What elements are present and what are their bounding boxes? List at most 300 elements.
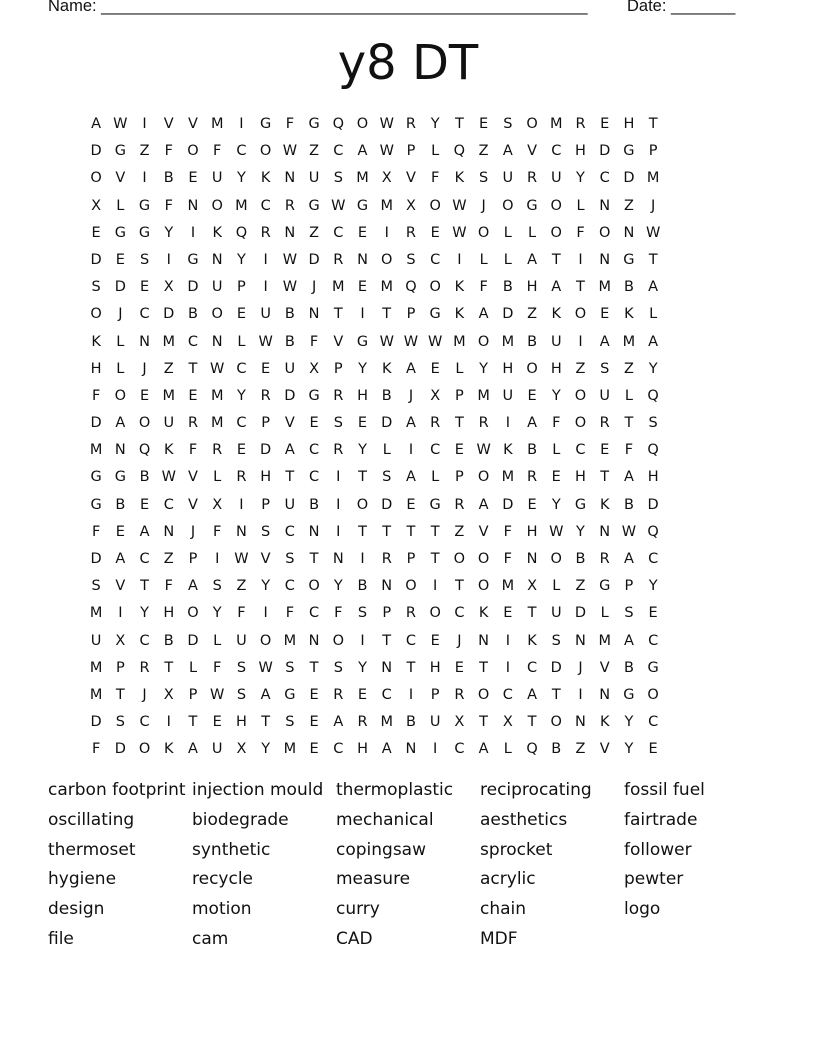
- grid-letter[interactable]: L: [649, 306, 658, 323]
- date-field-label[interactable]: Date: _______: [627, 0, 736, 15]
- grid-letter[interactable]: L: [503, 224, 512, 241]
- grid-letter[interactable]: T: [333, 306, 343, 323]
- grid-letter[interactable]: F: [164, 578, 173, 595]
- grid-letter[interactable]: N: [211, 251, 223, 268]
- grid-letter[interactable]: U: [429, 714, 441, 731]
- grid-letter[interactable]: G: [574, 496, 587, 513]
- grid-letter[interactable]: H: [429, 659, 441, 676]
- grid-letter[interactable]: D: [90, 714, 102, 731]
- grid-letter[interactable]: O: [477, 686, 490, 703]
- grid-letter[interactable]: B: [284, 333, 295, 350]
- grid-letter[interactable]: B: [163, 170, 174, 187]
- grid-letter[interactable]: N: [381, 578, 393, 595]
- grid-letter[interactable]: A: [139, 523, 150, 540]
- grid-letter[interactable]: I: [505, 632, 510, 649]
- grid-letter[interactable]: G: [284, 686, 296, 703]
- grid-letter[interactable]: E: [527, 387, 537, 404]
- grid-letter[interactable]: O: [429, 279, 441, 296]
- grid-letter[interactable]: K: [164, 442, 174, 459]
- grid-letter[interactable]: J: [408, 387, 414, 404]
- grid-letter[interactable]: N: [405, 741, 417, 758]
- grid-letter[interactable]: B: [623, 279, 634, 296]
- grid-letter[interactable]: M: [598, 632, 611, 649]
- grid-letter[interactable]: O: [550, 714, 562, 731]
- grid-letter[interactable]: L: [116, 333, 125, 350]
- grid-letter[interactable]: E: [261, 360, 271, 377]
- grid-letter[interactable]: N: [599, 686, 611, 703]
- grid-letter[interactable]: E: [236, 306, 246, 323]
- grid-letter[interactable]: D: [90, 551, 102, 567]
- grid-letter[interactable]: D: [90, 143, 102, 160]
- grid-letter[interactable]: S: [261, 523, 271, 540]
- grid-letter[interactable]: O: [526, 360, 538, 377]
- grid-letter[interactable]: N: [308, 632, 320, 649]
- grid-letter[interactable]: I: [263, 279, 268, 296]
- grid-letter[interactable]: Y: [261, 741, 271, 758]
- grid-letter[interactable]: N: [211, 333, 223, 350]
- grid-letter[interactable]: J: [651, 197, 656, 214]
- grid-letter[interactable]: L: [528, 224, 537, 241]
- grid-letter[interactable]: U: [550, 605, 562, 622]
- grid-letter[interactable]: A: [188, 578, 198, 595]
- grid-letter[interactable]: J: [457, 632, 462, 649]
- grid-letter[interactable]: V: [599, 659, 610, 676]
- grid-letter[interactable]: O: [598, 224, 611, 241]
- grid-letter[interactable]: R: [357, 714, 368, 731]
- grid-letter[interactable]: F: [91, 387, 101, 404]
- grid-letter[interactable]: T: [140, 578, 149, 595]
- grid-letter[interactable]: B: [309, 496, 320, 513]
- grid-letter[interactable]: R: [527, 469, 538, 486]
- grid-letter[interactable]: I: [578, 686, 583, 703]
- grid-letter[interactable]: M: [210, 116, 224, 132]
- grid-letter[interactable]: G: [647, 659, 659, 676]
- grid-letter[interactable]: S: [624, 605, 634, 622]
- grid-letter[interactable]: T: [358, 469, 367, 486]
- grid-letter[interactable]: F: [334, 605, 343, 622]
- grid-letter[interactable]: A: [405, 415, 416, 432]
- grid-letter[interactable]: A: [381, 741, 392, 758]
- grid-letter[interactable]: A: [648, 333, 659, 350]
- grid-letter[interactable]: R: [212, 442, 223, 459]
- grid-letter[interactable]: H: [526, 279, 538, 296]
- grid-letter[interactable]: Y: [576, 170, 585, 187]
- grid-letter[interactable]: C: [648, 551, 659, 567]
- grid-letter[interactable]: G: [599, 578, 611, 595]
- grid-letter[interactable]: A: [188, 741, 198, 758]
- grid-letter[interactable]: Z: [163, 360, 174, 377]
- grid-letter[interactable]: R: [575, 116, 586, 132]
- grid-letter[interactable]: I: [166, 714, 171, 731]
- grid-letter[interactable]: U: [211, 170, 223, 187]
- grid-letter[interactable]: S: [648, 415, 658, 432]
- grid-letter[interactable]: S: [285, 659, 295, 676]
- grid-letter[interactable]: R: [454, 686, 465, 703]
- grid-letter[interactable]: M: [646, 170, 660, 187]
- grid-letter[interactable]: N: [284, 224, 296, 241]
- grid-letter[interactable]: B: [623, 496, 634, 513]
- grid-letter[interactable]: I: [336, 469, 341, 486]
- grid-letter[interactable]: N: [187, 197, 199, 214]
- grid-letter[interactable]: G: [90, 496, 102, 513]
- grid-letter[interactable]: R: [333, 251, 344, 268]
- grid-letter[interactable]: K: [624, 306, 634, 323]
- grid-letter[interactable]: O: [647, 686, 659, 703]
- grid-letter[interactable]: C: [284, 523, 295, 540]
- grid-letter[interactable]: N: [599, 523, 611, 540]
- grid-letter[interactable]: E: [479, 116, 489, 132]
- grid-letter[interactable]: E: [139, 279, 150, 296]
- grid-letter[interactable]: O: [114, 387, 127, 404]
- grid-letter[interactable]: C: [187, 333, 199, 350]
- grid-letter[interactable]: G: [623, 143, 635, 160]
- grid-letter[interactable]: O: [574, 415, 587, 432]
- grid-letter[interactable]: Q: [647, 442, 659, 459]
- grid-letter[interactable]: I: [336, 523, 341, 540]
- grid-letter[interactable]: L: [503, 741, 512, 758]
- grid-letter[interactable]: P: [382, 605, 392, 622]
- grid-letter[interactable]: Z: [139, 143, 150, 160]
- grid-letter[interactable]: N: [139, 333, 150, 350]
- grid-letter[interactable]: X: [454, 714, 465, 731]
- grid-letter[interactable]: O: [138, 415, 151, 432]
- grid-letter[interactable]: P: [406, 306, 416, 323]
- grid-letter[interactable]: I: [384, 224, 389, 241]
- grid-letter[interactable]: M: [622, 333, 636, 350]
- grid-letter[interactable]: S: [479, 170, 489, 187]
- grid-letter[interactable]: Y: [624, 714, 634, 731]
- grid-letter[interactable]: A: [527, 251, 537, 268]
- grid-letter[interactable]: E: [406, 496, 416, 513]
- grid-letter[interactable]: H: [163, 605, 175, 622]
- grid-letter[interactable]: I: [190, 224, 196, 241]
- grid-letter[interactable]: U: [502, 170, 514, 187]
- grid-letter[interactable]: T: [382, 523, 392, 540]
- grid-letter[interactable]: O: [356, 116, 369, 132]
- grid-letter[interactable]: B: [551, 741, 562, 758]
- grid-letter[interactable]: D: [647, 496, 659, 513]
- grid-letter[interactable]: Y: [358, 442, 367, 459]
- grid-letter[interactable]: L: [431, 469, 440, 486]
- grid-letter[interactable]: G: [114, 469, 126, 486]
- grid-letter[interactable]: N: [623, 224, 635, 241]
- grid-letter[interactable]: C: [333, 741, 344, 758]
- grid-letter[interactable]: R: [260, 224, 271, 241]
- grid-letter[interactable]: G: [623, 251, 635, 268]
- grid-letter[interactable]: U: [284, 496, 296, 513]
- grid-letter[interactable]: G: [138, 224, 151, 241]
- grid-letter[interactable]: E: [503, 605, 513, 622]
- grid-letter[interactable]: D: [114, 741, 126, 758]
- grid-letter[interactable]: Z: [575, 741, 586, 758]
- grid-letter[interactable]: V: [188, 469, 198, 486]
- grid-letter[interactable]: K: [599, 496, 610, 513]
- grid-letter[interactable]: I: [433, 578, 438, 595]
- grid-letter[interactable]: W: [452, 224, 467, 241]
- grid-letter[interactable]: T: [406, 659, 416, 676]
- grid-letter[interactable]: Y: [648, 360, 658, 377]
- grid-letter[interactable]: Q: [647, 387, 659, 404]
- grid-letter[interactable]: V: [333, 333, 344, 350]
- grid-letter[interactable]: P: [406, 551, 416, 567]
- grid-letter[interactable]: W: [379, 143, 394, 160]
- grid-letter[interactable]: C: [139, 551, 150, 567]
- grid-letter[interactable]: X: [212, 496, 223, 513]
- grid-letter[interactable]: R: [260, 387, 271, 404]
- grid-letter[interactable]: M: [162, 333, 176, 350]
- grid-letter[interactable]: H: [575, 143, 586, 160]
- grid-letter[interactable]: E: [527, 496, 537, 513]
- grid-letter[interactable]: W: [258, 659, 273, 676]
- grid-letter[interactable]: I: [360, 551, 365, 567]
- grid-letter[interactable]: U: [550, 333, 562, 350]
- grid-letter[interactable]: M: [89, 686, 103, 703]
- grid-letter[interactable]: B: [575, 551, 586, 567]
- grid-letter[interactable]: Z: [575, 360, 586, 377]
- grid-letter[interactable]: E: [139, 387, 150, 404]
- grid-letter[interactable]: D: [502, 496, 514, 513]
- grid-letter[interactable]: M: [501, 333, 515, 350]
- grid-letter[interactable]: E: [454, 659, 464, 676]
- grid-letter[interactable]: D: [187, 632, 199, 649]
- grid-letter[interactable]: Y: [576, 523, 585, 540]
- grid-letter[interactable]: R: [405, 605, 416, 622]
- grid-letter[interactable]: F: [431, 170, 440, 187]
- grid-letter[interactable]: L: [552, 578, 561, 595]
- grid-letter[interactable]: T: [115, 686, 125, 703]
- grid-letter[interactable]: H: [502, 360, 514, 377]
- grid-letter[interactable]: I: [215, 551, 220, 567]
- grid-letter[interactable]: W: [161, 469, 176, 486]
- grid-letter[interactable]: R: [405, 116, 416, 132]
- grid-letter[interactable]: V: [284, 415, 295, 432]
- grid-letter[interactable]: C: [454, 605, 465, 622]
- grid-letter[interactable]: Z: [623, 197, 634, 214]
- grid-letter[interactable]: P: [115, 659, 125, 676]
- grid-letter[interactable]: Z: [236, 578, 247, 595]
- grid-letter[interactable]: G: [138, 197, 151, 214]
- grid-letter[interactable]: X: [381, 170, 392, 187]
- grid-letter[interactable]: U: [308, 170, 320, 187]
- grid-letter[interactable]: O: [187, 605, 199, 622]
- grid-letter[interactable]: E: [309, 686, 319, 703]
- grid-letter[interactable]: I: [433, 741, 438, 758]
- grid-letter[interactable]: A: [115, 551, 126, 567]
- grid-letter[interactable]: L: [431, 143, 440, 160]
- grid-letter[interactable]: E: [357, 279, 368, 296]
- grid-letter[interactable]: B: [284, 306, 295, 323]
- grid-letter[interactable]: V: [188, 116, 198, 132]
- grid-letter[interactable]: S: [382, 469, 392, 486]
- grid-letter[interactable]: M: [380, 714, 393, 731]
- grid-letter[interactable]: G: [623, 686, 635, 703]
- grid-letter[interactable]: M: [477, 387, 490, 404]
- grid-letter[interactable]: F: [237, 605, 246, 622]
- grid-letter[interactable]: T: [479, 714, 489, 731]
- grid-letter[interactable]: C: [236, 360, 247, 377]
- grid-letter[interactable]: E: [648, 741, 658, 758]
- grid-letter[interactable]: L: [237, 333, 246, 350]
- grid-letter[interactable]: J: [578, 659, 583, 676]
- grid-letter[interactable]: H: [90, 360, 102, 377]
- grid-letter[interactable]: G: [308, 387, 320, 404]
- grid-letter[interactable]: H: [357, 387, 368, 404]
- grid-letter[interactable]: E: [600, 442, 610, 459]
- grid-letter[interactable]: D: [550, 659, 562, 676]
- grid-letter[interactable]: S: [139, 251, 150, 268]
- grid-letter[interactable]: O: [574, 306, 587, 323]
- grid-letter[interactable]: J: [118, 306, 123, 323]
- grid-letter[interactable]: M: [380, 197, 393, 214]
- grid-letter[interactable]: O: [211, 197, 223, 214]
- grid-letter[interactable]: C: [139, 714, 150, 731]
- grid-letter[interactable]: G: [308, 116, 320, 132]
- grid-letter[interactable]: O: [429, 605, 441, 622]
- grid-letter[interactable]: E: [430, 632, 440, 649]
- grid-letter[interactable]: M: [332, 279, 345, 296]
- grid-letter[interactable]: C: [599, 170, 610, 187]
- grid-letter[interactable]: N: [308, 523, 320, 540]
- grid-letter[interactable]: J: [311, 279, 317, 296]
- grid-letter[interactable]: T: [309, 659, 319, 676]
- grid-letter[interactable]: L: [213, 632, 222, 649]
- grid-letter[interactable]: Y: [430, 116, 440, 132]
- grid-letter[interactable]: L: [382, 442, 391, 459]
- grid-letter[interactable]: Y: [551, 496, 561, 513]
- grid-letter[interactable]: F: [624, 442, 634, 459]
- grid-letter[interactable]: S: [236, 659, 247, 676]
- grid-letter[interactable]: Z: [478, 143, 489, 160]
- grid-letter[interactable]: R: [333, 387, 344, 404]
- grid-letter[interactable]: X: [309, 360, 320, 377]
- grid-letter[interactable]: E: [357, 415, 368, 432]
- grid-letter[interactable]: R: [333, 442, 344, 459]
- grid-letter[interactable]: A: [527, 415, 537, 432]
- grid-letter[interactable]: O: [477, 578, 490, 595]
- grid-letter[interactable]: M: [235, 197, 248, 214]
- grid-letter[interactable]: E: [551, 469, 561, 486]
- grid-letter[interactable]: C: [526, 659, 538, 676]
- grid-letter[interactable]: V: [115, 170, 126, 187]
- grid-letter[interactable]: Y: [212, 605, 222, 622]
- grid-letter[interactable]: C: [284, 578, 295, 595]
- grid-letter[interactable]: E: [357, 686, 368, 703]
- grid-letter[interactable]: A: [478, 496, 489, 513]
- grid-letter[interactable]: E: [91, 224, 101, 241]
- grid-letter[interactable]: M: [89, 659, 103, 676]
- grid-letter[interactable]: E: [454, 442, 464, 459]
- grid-letter[interactable]: H: [623, 116, 635, 132]
- grid-letter[interactable]: X: [91, 197, 102, 214]
- grid-letter[interactable]: B: [381, 387, 392, 404]
- grid-letter[interactable]: C: [430, 442, 441, 459]
- grid-letter[interactable]: N: [381, 659, 393, 676]
- grid-letter[interactable]: W: [258, 333, 273, 350]
- grid-letter[interactable]: T: [551, 686, 561, 703]
- grid-letter[interactable]: C: [551, 143, 562, 160]
- grid-letter[interactable]: L: [213, 469, 222, 486]
- grid-letter[interactable]: U: [599, 387, 611, 404]
- grid-letter[interactable]: G: [429, 496, 441, 513]
- grid-letter[interactable]: V: [478, 523, 489, 540]
- grid-letter[interactable]: I: [578, 251, 583, 268]
- grid-letter[interactable]: T: [261, 714, 271, 731]
- grid-letter[interactable]: R: [454, 496, 465, 513]
- grid-letter[interactable]: A: [623, 551, 634, 567]
- grid-letter[interactable]: P: [430, 686, 440, 703]
- grid-letter[interactable]: F: [285, 605, 295, 622]
- grid-letter[interactable]: A: [551, 279, 562, 296]
- grid-letter[interactable]: B: [115, 496, 126, 513]
- grid-letter[interactable]: O: [429, 197, 441, 214]
- grid-letter[interactable]: X: [527, 578, 538, 595]
- grid-letter[interactable]: L: [552, 442, 561, 459]
- grid-letter[interactable]: P: [406, 143, 416, 160]
- grid-letter[interactable]: O: [477, 224, 490, 241]
- grid-letter[interactable]: R: [599, 415, 610, 432]
- grid-letter[interactable]: O: [526, 116, 538, 132]
- grid-letter[interactable]: X: [236, 741, 247, 758]
- grid-letter[interactable]: A: [527, 686, 537, 703]
- grid-letter[interactable]: T: [382, 632, 392, 649]
- grid-letter[interactable]: T: [188, 714, 198, 731]
- grid-letter[interactable]: U: [211, 279, 223, 296]
- grid-letter[interactable]: F: [91, 523, 101, 540]
- grid-letter[interactable]: B: [139, 469, 150, 486]
- grid-letter[interactable]: F: [309, 333, 319, 350]
- grid-letter[interactable]: W: [379, 116, 394, 132]
- grid-letter[interactable]: B: [527, 333, 538, 350]
- grid-letter[interactable]: V: [405, 170, 416, 187]
- grid-letter[interactable]: F: [576, 224, 585, 241]
- grid-letter[interactable]: M: [501, 578, 515, 595]
- grid-letter[interactable]: O: [138, 741, 151, 758]
- grid-letter[interactable]: T: [406, 523, 416, 540]
- grid-letter[interactable]: Q: [453, 143, 466, 160]
- grid-letter[interactable]: R: [284, 197, 295, 214]
- grid-letter[interactable]: L: [503, 251, 512, 268]
- grid-letter[interactable]: N: [114, 442, 126, 459]
- grid-letter[interactable]: A: [357, 143, 368, 160]
- grid-letter[interactable]: T: [309, 551, 319, 567]
- grid-letter[interactable]: C: [648, 714, 659, 731]
- grid-letter[interactable]: D: [284, 387, 296, 404]
- grid-letter[interactable]: B: [357, 578, 368, 595]
- grid-letter[interactable]: D: [599, 143, 611, 160]
- grid-letter[interactable]: T: [382, 306, 392, 323]
- grid-letter[interactable]: A: [648, 279, 659, 296]
- grid-letter[interactable]: M: [283, 741, 297, 758]
- grid-letter[interactable]: I: [336, 496, 341, 513]
- grid-letter[interactable]: H: [357, 741, 368, 758]
- grid-letter[interactable]: Q: [332, 116, 344, 132]
- grid-letter[interactable]: Y: [236, 251, 246, 268]
- grid-letter[interactable]: I: [142, 170, 147, 187]
- grid-letter[interactable]: Z: [309, 143, 320, 160]
- grid-letter[interactable]: U: [211, 741, 223, 758]
- grid-letter[interactable]: G: [90, 469, 102, 486]
- grid-letter[interactable]: I: [505, 415, 510, 432]
- grid-letter[interactable]: W: [379, 333, 394, 350]
- grid-letter[interactable]: X: [115, 632, 126, 649]
- grid-letter[interactable]: X: [430, 387, 441, 404]
- grid-letter[interactable]: P: [455, 469, 464, 486]
- grid-letter[interactable]: K: [454, 279, 465, 296]
- grid-letter[interactable]: C: [333, 224, 344, 241]
- grid-letter[interactable]: O: [550, 551, 562, 567]
- grid-letter[interactable]: O: [308, 578, 320, 595]
- grid-letter[interactable]: R: [478, 415, 489, 432]
